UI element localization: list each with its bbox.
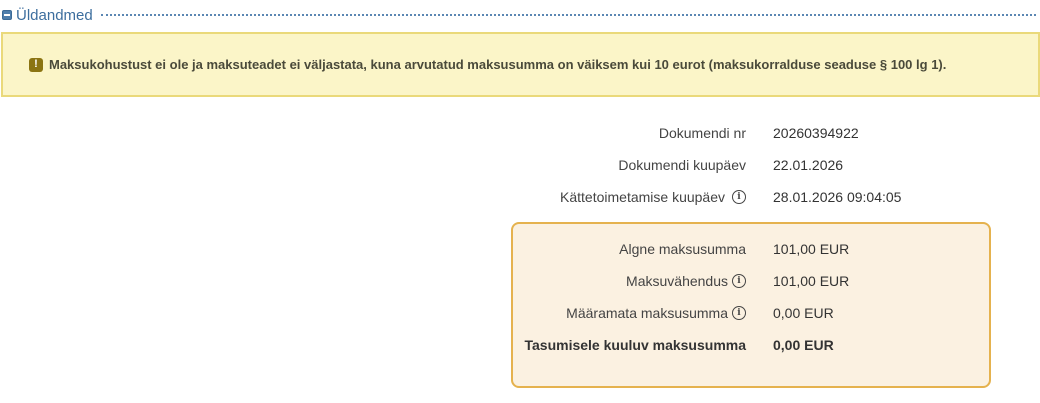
tax-reduction-label: Maksuvähendus i [626, 273, 746, 289]
undetermined-amount-label: Määramata maksusumma i [566, 305, 746, 321]
document-nr-row [0, 125, 1040, 147]
initial-amount-value: 101,00 EUR [773, 241, 850, 257]
section-divider [101, 14, 1036, 16]
warning-message [1, 32, 1040, 97]
info-icon[interactable]: i [732, 190, 746, 204]
section-title: Üldandmed [16, 6, 93, 24]
tax-reduction-row [0, 273, 1040, 295]
initial-amount-label: Algne maksusumma [619, 241, 746, 257]
collapse-section-button[interactable] [2, 10, 12, 20]
info-icon[interactable]: i [732, 306, 746, 320]
warning-text: Maksukohustust ei ole ja maksuteadet ei väljastata, kuna arvutatud maksusumma on väiksem kui 10 eurot (maksukorralduse seaduse § 100 lg 1). [49, 57, 947, 72]
document-nr-value: 20260394922 [773, 125, 859, 141]
payable-amount-row [0, 337, 1040, 359]
payable-amount-value: 0,00 EUR [773, 337, 834, 353]
delivery-date-label: Kättetoimetamise kuupäev i [560, 189, 746, 205]
document-nr-label: Dokumendi nr [658, 125, 746, 141]
undetermined-amount-value: 0,00 EUR [773, 305, 834, 321]
payable-amount-label: Tasumisele kuuluv maksusumma [524, 337, 746, 353]
info-icon[interactable]: i [732, 274, 746, 288]
minus-icon [4, 14, 10, 16]
document-date-value: 22.01.2026 [773, 157, 844, 173]
undetermined-amount-row [0, 305, 1040, 327]
document-date-row [0, 157, 1040, 179]
section-header [0, 5, 1040, 25]
document-date-label: Dokumendi kuupäev [618, 157, 746, 173]
initial-amount-row [0, 241, 1040, 263]
delivery-date-row [0, 189, 1040, 211]
delivery-date-value: 28.01.2026 09:04:05 [773, 189, 902, 205]
tax-reduction-value: 101,00 EUR [773, 273, 850, 289]
warning-icon: ! [29, 58, 43, 72]
